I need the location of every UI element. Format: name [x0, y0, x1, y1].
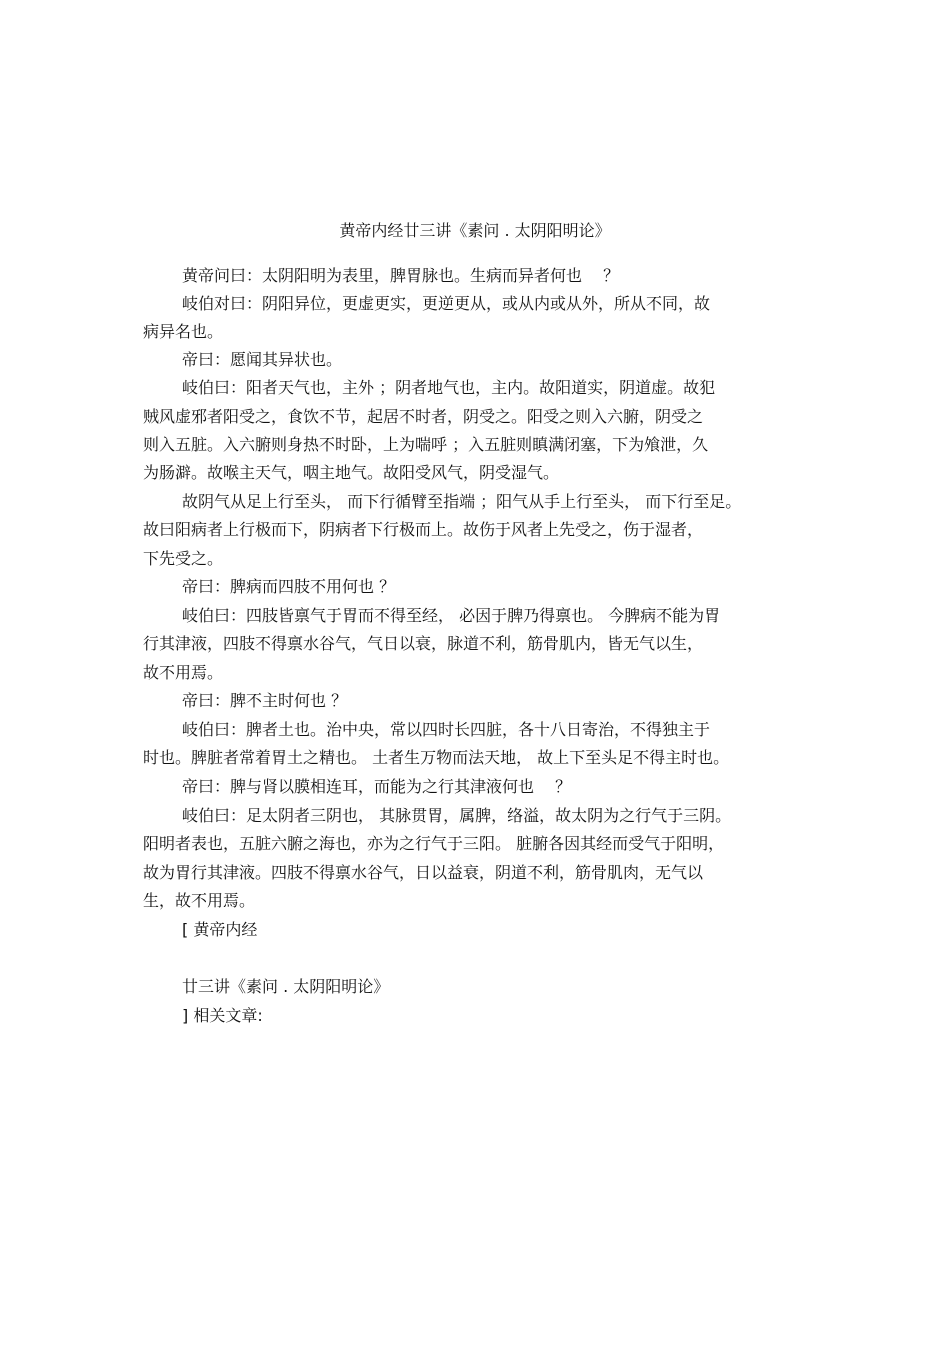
paragraph-line: 岐伯曰：阳者天气也，主外 ；阴者地气也，主内。故阳道实，阴道虚。故犯 — [182, 378, 716, 397]
paragraph-line: 病异名也。 — [143, 322, 224, 341]
paragraph-line: 阳明者表也，五脏六腑之海也，亦为之行气于三阳。 脏腑各因其经而受气于阳明， — [143, 834, 725, 853]
paragraph-line: 帝曰：脾与肾以膜相连耳，而能为之行其津液何也 ？ — [182, 777, 572, 796]
paragraph-line: 黄帝问曰：太阴阳明为表里，脾胃脉也。生病而异者何也 ？ — [182, 266, 620, 285]
related-bracket-open: [ 黄帝内经 — [182, 920, 258, 939]
paragraph-line: 故阴气从足上行至头， 而下行循臂至指端 ；阳气从手上行至头， 而下行至足。 — [182, 492, 742, 511]
paragraph-line: 故不用焉。 — [143, 663, 224, 682]
paragraph-line: 则入五脏。入六腑则身热不时卧，上为喘呼 ；入五脏则瞋满闭塞，下为飧泄，久 — [143, 435, 709, 454]
paragraph-line: 为肠澼。故喉主天气，咽主地气。故阳受风气，阴受湿气。 — [143, 463, 560, 482]
paragraph-line: 故为胃行其津液。四肢不得禀水谷气，日以益衰，阴道不利，筋骨肌肉，无气以 — [143, 863, 704, 882]
paragraph-line: 岐伯曰：脾者土也。治中央，常以四时长四脏，各十八日寄治，不得独主于 — [182, 720, 711, 739]
paragraph-line: 故曰阳病者上行极而下，阴病者下行极而上。故伤于风者上先受之，伤于湿者， — [143, 520, 704, 539]
paragraph-line: 行其津液，四肢不得禀水谷气，气日以衰，脉道不利，筋骨肌内，皆无气以生， — [143, 634, 704, 653]
paragraph-line: 岐伯曰：足太阴者三阴也， 其脉贯胃，属脾，络溢，故太阴为之行气于三阴。 — [182, 806, 732, 825]
paragraph-line: 贼风虚邪者阳受之，食饮不节，起居不时者，阴受之。阳受之则入六腑，阴受之 — [143, 407, 704, 426]
paragraph-line: 帝曰：愿闻其异状也。 — [182, 350, 343, 369]
paragraph-line: 时也。脾脏者常着胃土之精也。 土者生万物而法天地， 故上下至头足不得主时也。 — [143, 748, 730, 767]
paragraph-line: 生，故不用焉。 — [143, 891, 256, 910]
related-articles-label: ] 相关文章: — [182, 1006, 263, 1025]
paragraph-line: 帝曰：脾病而四肢不用何也 ？ — [182, 577, 396, 596]
paragraph-line: 岐伯曰：四肢皆禀气于胃而不得至经， 必因于脾乃得禀也。 今脾病不能为胃 — [182, 606, 721, 625]
paragraph-line: 下先受之。 — [143, 549, 224, 568]
paragraph-line: 帝曰：脾不主时何也 ？ — [182, 691, 348, 710]
related-title: 廿三讲《素问 . 太阴阳明论》 — [182, 977, 390, 996]
paragraph-line: 岐伯对曰：阴阳异位，更虚更实，更逆更从，或从内或从外，所从不同，故 — [182, 294, 711, 313]
document-title: 黄帝内经廿三讲《素问 . 太阴阳明论》 — [339, 221, 611, 240]
